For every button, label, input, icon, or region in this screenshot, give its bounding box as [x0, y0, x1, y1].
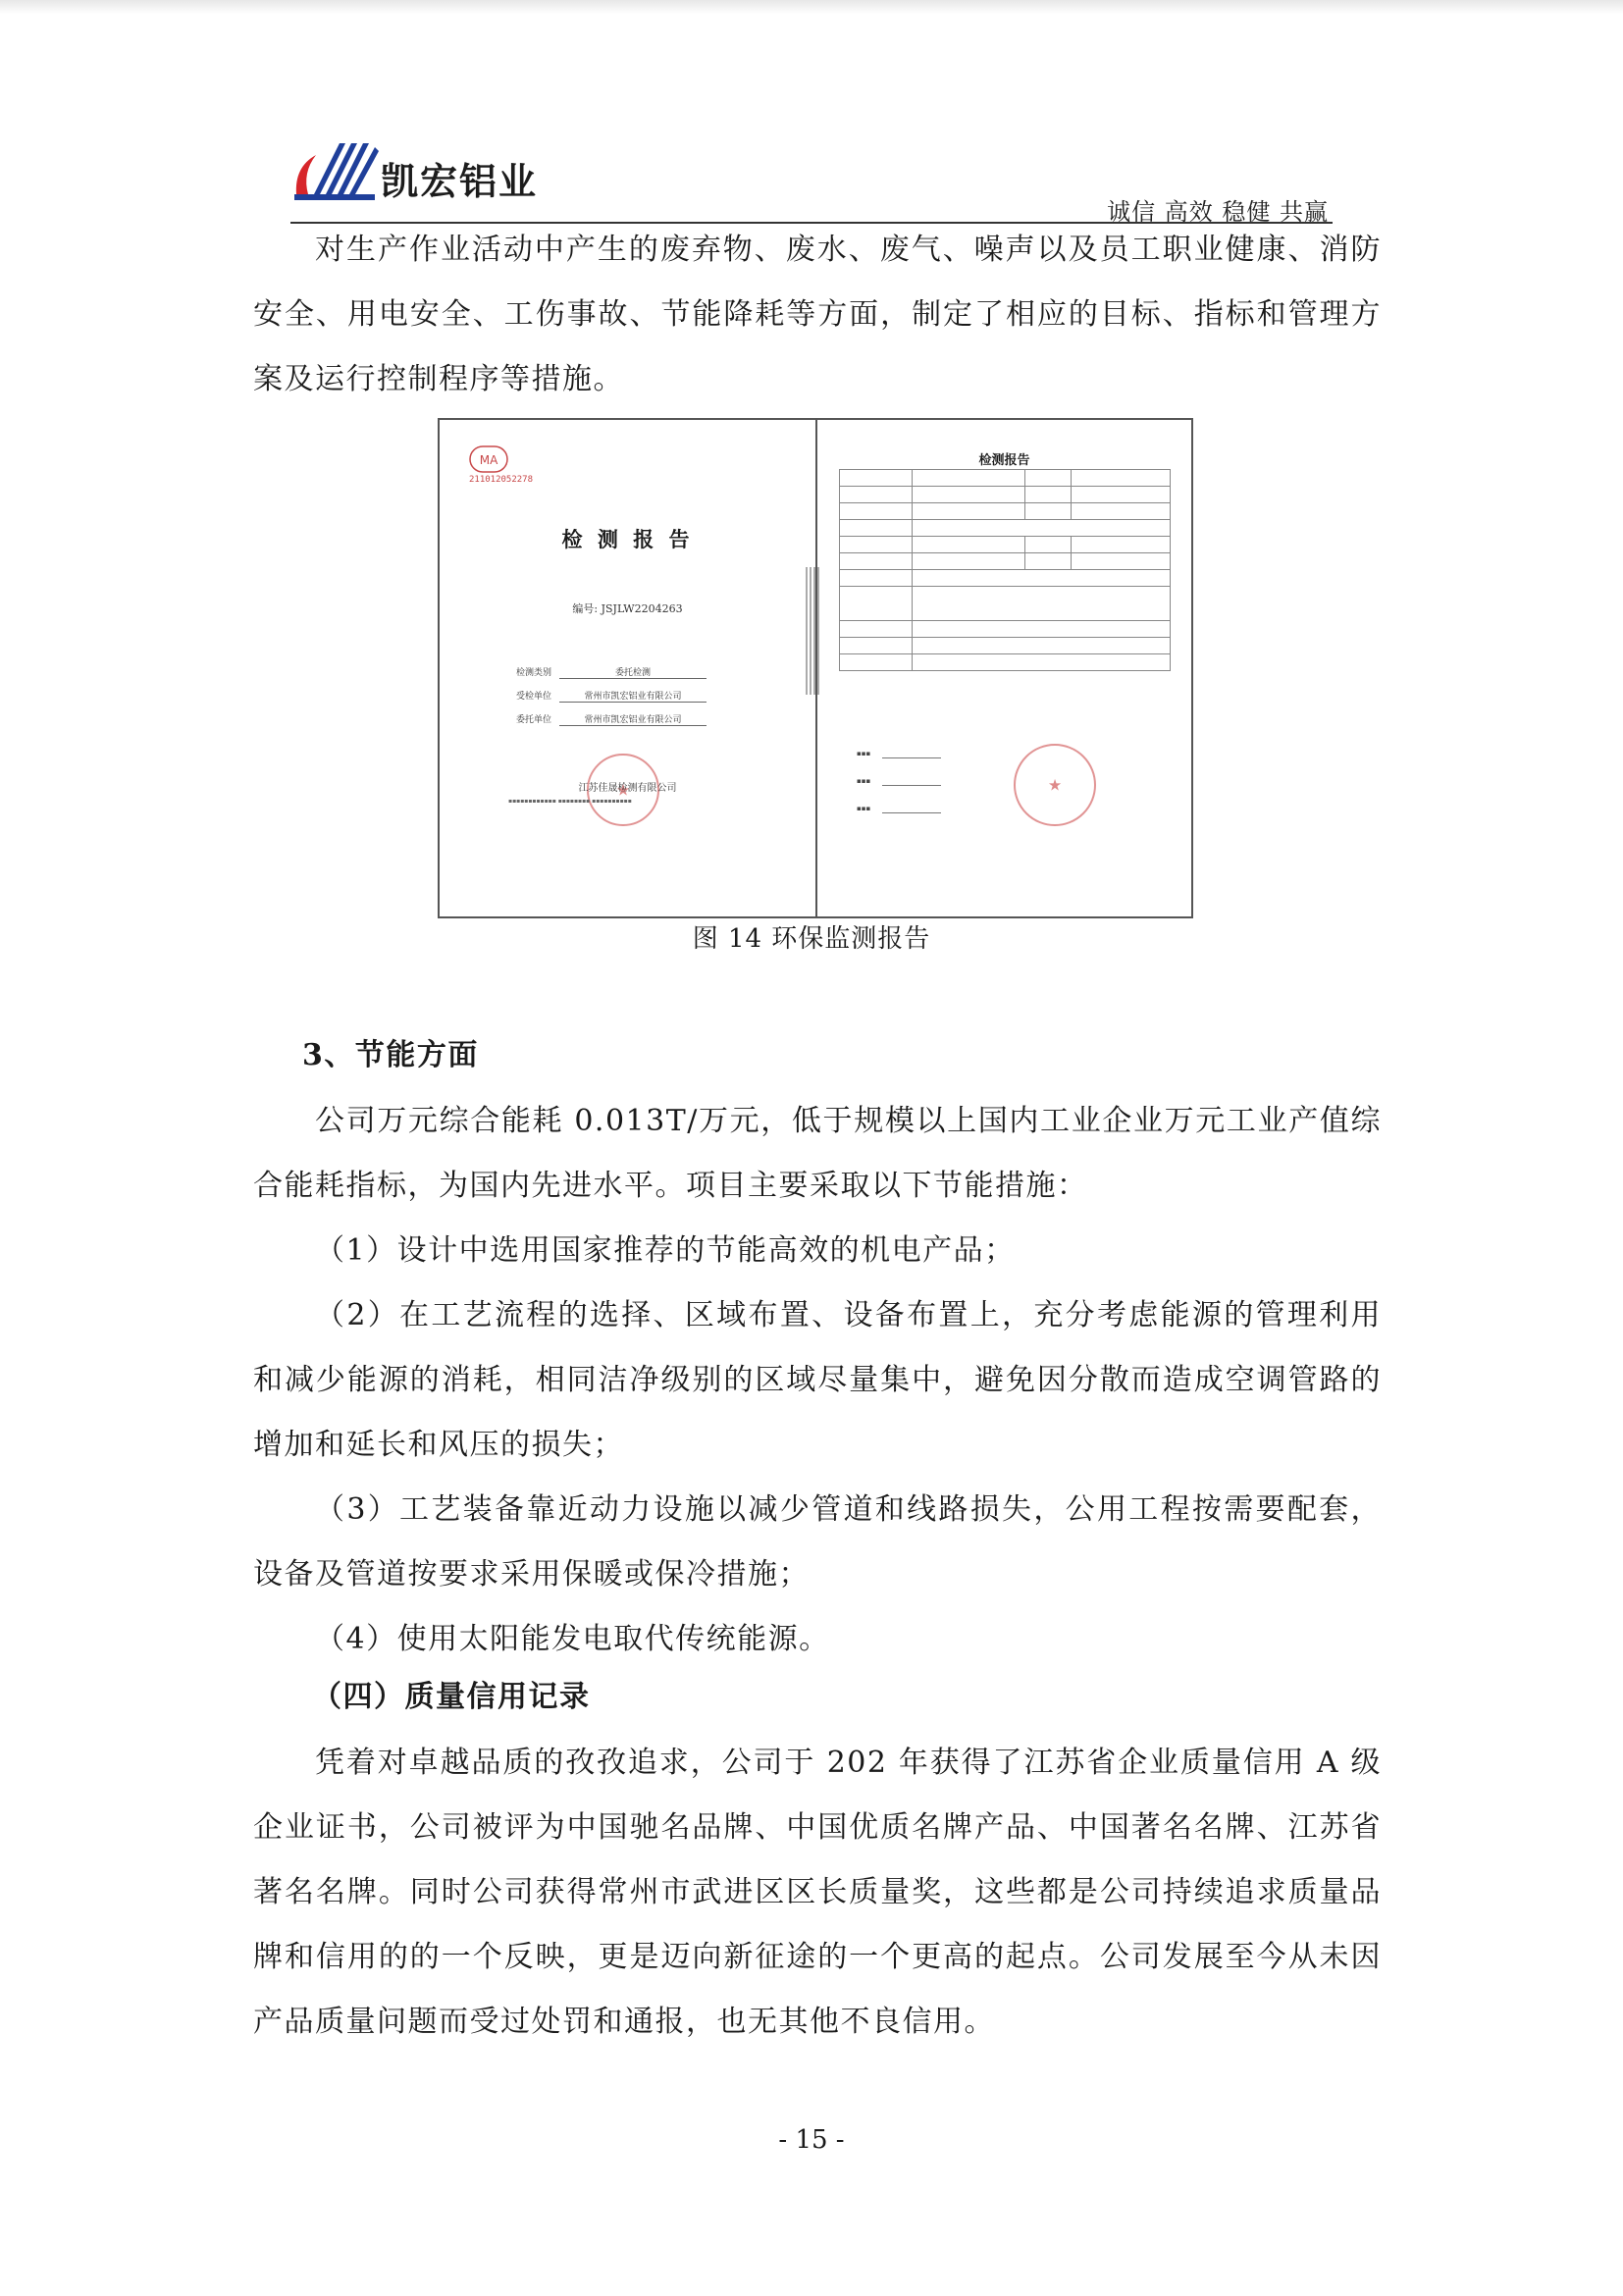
cover-title: 检 测 报 告: [561, 527, 694, 551]
list-item: （4）使用太阳能发电取代传统能源。: [315, 1622, 830, 1656]
signature-line: ▪▪▪: [857, 805, 941, 813]
detail-page-title: 检测报告: [978, 453, 1030, 468]
signature-line: ▪▪▪: [857, 750, 941, 758]
list-item: （3）工艺装备靠近动力设施以减少管道和线路损失，公用工程按需要配套，设备及管道按要求采用保暖或保冷措施；: [253, 1492, 1382, 1592]
figure-caption: 图 14 环保监测报告: [692, 924, 931, 954]
report-number: 编号: JSJLW2204263: [572, 602, 683, 615]
cover-field: 受检单位 常州市凯宏铝业有限公司: [516, 689, 752, 703]
environmental-report-figure: [438, 418, 1193, 918]
intro-paragraph: 对生产作业活动中产生的废弃物、废水、废气、噪声以及员工职业健康、消防安全、用电安全、工伤事故、节能降耗等方面，制定了相应的目标、指标和管理方案及运行控制程序等措施。: [253, 233, 1382, 396]
list-item: （1）设计中选用国家推荐的节能高效的机电产品；: [315, 1233, 1016, 1268]
report-table: [839, 469, 1171, 671]
cma-mark-icon: [469, 445, 508, 473]
report-detail-page: [817, 420, 1191, 916]
paragraph: 公司万元综合能耗 0.013T/万元，低于规模以上国内工业企业万元工业产值综合能耗指标，为国内先进水平。项目主要采取以下节能措施：: [253, 1104, 1382, 1203]
page-header: [290, 137, 1329, 226]
cover-field: 检测类别 委托检测: [516, 665, 752, 679]
paragraph: 凭着对卓越品质的孜孜追求，公司于 202 年获得了江苏省企业质量信用 A 级企业证书，公司被评为中国驰名品牌、中国优质名牌产品、中国著名名牌、江苏省著名名牌。同时公司获得常州市武进区区长质量奖，这些都是公司持续追求质量品牌和信用的的一个反映，更是迈向新征途的一个更高的起点。公司发展至今从未因产品质量问题而受过处罚和通报，也无其他不良信用。: [253, 1746, 1382, 2039]
lab-contact-lines: ▪▪▪▪▪▪▪▪▪▪▪▪ ▪▪▪▪▪▪▪▪ ▪▪▪▪▪▪▪▪▪▪: [508, 798, 632, 805]
section-heading: 3、节能方面: [302, 1038, 479, 1072]
signature-line: ▪▪▪: [857, 777, 941, 786]
page-number: - 15 -: [778, 2125, 845, 2155]
lab-name: 江苏佳晟检测有限公司: [578, 783, 677, 794]
company-slogan: 诚信 高效 稳健 共赢: [1107, 198, 1329, 226]
svg-text:MA: MA: [479, 453, 498, 467]
logo-text: 凯宏铝业: [381, 160, 539, 203]
red-seal-icon: [1014, 744, 1096, 826]
cma-number: 211012052278: [469, 475, 534, 485]
report-cover: [440, 420, 815, 916]
section-heading: （四）质量信用记录: [312, 1680, 591, 1714]
cover-field: 委托单位 常州市凯宏铝业有限公司: [516, 712, 752, 726]
list-item: （2）在工艺流程的选择、区域布置、设备布置上，充分考虑能源的管理利用和减少能源的消耗，相同洁净级别的区域尽量集中，避免因分散而造成空调管路的增加和延长和风压的损失；: [253, 1298, 1382, 1462]
scan-edge: [0, 0, 1623, 14]
